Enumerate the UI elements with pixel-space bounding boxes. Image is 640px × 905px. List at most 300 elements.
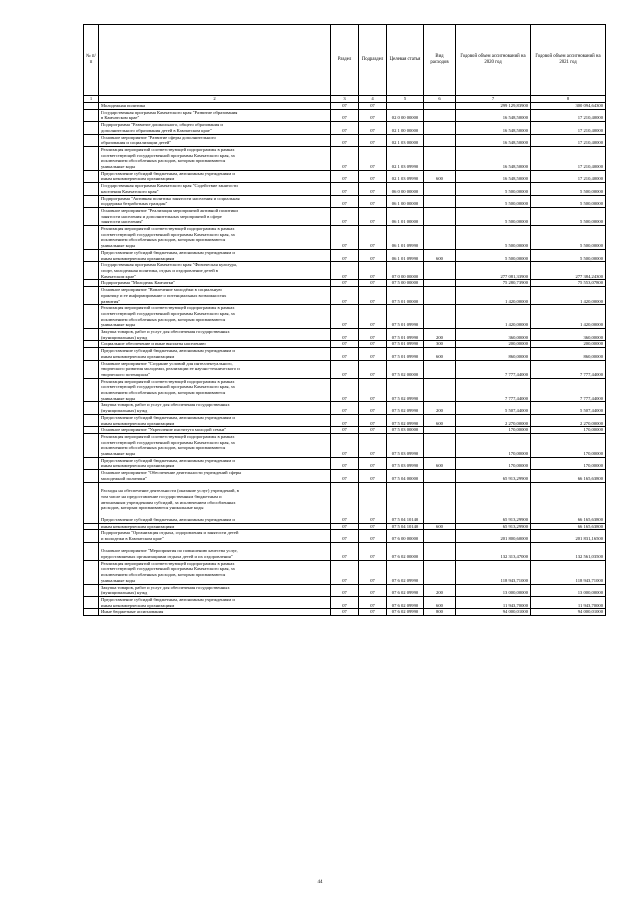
item-name-line: развития" [101,298,121,304]
amount-2020-cell: 1 420,00000 [456,305,531,329]
expense-type-cell [424,378,456,402]
table-row [84,341,606,348]
target-item-cell: 07 5 04 10140 [387,523,424,530]
item-name-line: (муниципальных) нужд [101,408,148,414]
target-item-cell: 07 6 02 09990 [387,596,424,608]
item-name-cell [99,122,331,134]
amount-2020-cell: 5 500,00000 [456,207,531,225]
subsection-cell: 07 [359,470,387,482]
target-item-cell: 07 5 03 00000 [387,427,424,434]
row-number-cell [84,433,99,457]
item-name-line: творческого развития молодежи, реализации ее научно-технического и [101,366,240,372]
row-number-cell [84,262,99,280]
target-item-cell: 07 5 01 00000 [387,287,424,305]
table-row [84,482,606,523]
section-cell: 07 [331,457,359,469]
amount-2020-cell: 170,00000 [456,433,531,457]
expense-type-cell [424,427,456,434]
amount-2021-cell: 5 500,00000 [531,207,606,225]
item-name-line: образования и социализации детей" [101,140,172,146]
expense-type-cell: 200 [424,584,456,596]
amount-2021-cell: 17 210,40000 [531,122,606,134]
item-name-line: Реализация мероприятий соответствующей подпрограммы в рамках [101,378,235,384]
amount-2021-cell: 5 507,44000 [531,402,606,414]
item-name-line: (муниципальных) нужд [101,334,148,340]
table-row [84,280,606,287]
section-cell: 07 [331,609,359,616]
item-name-cell [99,402,331,414]
section-cell: 07 [331,207,359,225]
item-name-line: Подпрограмма "Развитие дошкольного, общего образования и [101,122,223,128]
table-row [84,287,606,305]
expense-type-cell: 600 [424,523,456,530]
column-number: 8 [531,96,606,103]
item-name-line: и молодежи в Камчатском крае" [101,535,164,541]
item-name-line: Основное мероприятие "Вовлечение молодёжи в социальную [101,287,222,293]
item-name-cell [99,348,331,360]
item-name-cell [99,560,331,584]
header-subsection: Подраздел [359,25,387,96]
row-number-cell [84,329,99,341]
item-name-cell [99,523,331,530]
column-number: 4 [359,96,387,103]
section-cell: 07 [331,360,359,378]
amount-2021-cell: 75 553,07800 [531,280,606,287]
amount-2021-cell: 94 000,01000 [531,609,606,616]
amount-2021-cell: 5 500,00000 [531,183,606,195]
target-item-cell: 06 1 00 00000 [387,195,424,207]
header-no: № п/п [84,25,99,96]
amount-2020-cell: 16 548,50000 [456,109,531,121]
row-number-cell [84,109,99,121]
row-number-cell [84,287,99,305]
item-name-line: Основное мероприятие "Обеспечение деятельности учреждений сферы [101,470,242,476]
item-name-line: соответствующей государственной программы Камчатского края, за [101,439,235,445]
item-name-cell [99,433,331,457]
section-cell: 07 [331,427,359,434]
target-item-cell: 02 1 03 00000 [387,134,424,146]
row-number-cell [84,341,99,348]
amount-2021-cell: 17 210,40000 [531,170,606,182]
item-name-line: практику и ее информирование о потенциальных возможностях [101,292,227,298]
row-number-cell [84,305,99,329]
amount-2020-cell: 118 943,71000 [456,560,531,584]
section-cell: 07 [331,249,359,261]
item-name-line: уникальные коды [101,322,136,328]
section-cell: 07 [331,414,359,426]
expense-type-cell: 200 [424,329,456,341]
row-number-cell [84,542,99,560]
item-name-line: исключением обособленных расходов, которым присваиваются [101,390,226,396]
section-cell: 07 [331,348,359,360]
expense-type-cell [424,122,456,134]
expense-type-cell: 600 [424,170,456,182]
amount-2020-cell: 7 777,44000 [456,360,531,378]
amount-2020-cell: 299 129,83900 [456,103,531,110]
row-number-cell [84,183,99,195]
item-name-line: населения Камчатского края" [101,188,159,194]
item-name-line: (муниципальных) нужд [101,590,148,596]
expense-type-cell [424,226,456,250]
amount-2021-cell: 17 210,40000 [531,109,606,121]
subsection-cell: 07 [359,226,387,250]
expense-type-cell: 200 [424,402,456,414]
expense-type-cell [424,146,456,170]
section-cell: 07 [331,287,359,305]
amount-2021-cell: 200,00000 [531,341,606,348]
row-number-cell [84,103,99,110]
table-row [84,414,606,426]
item-name-cell [99,170,331,182]
subsection-cell: 07 [359,341,387,348]
item-name-cell [99,378,331,402]
target-item-cell: 07 6 02 00000 [387,542,424,560]
row-number-cell [84,378,99,402]
item-name-line: исключением обособленных расходов, которым присваиваются [101,316,226,322]
column-number: 3 [331,96,359,103]
subsection-cell: 07 [359,170,387,182]
amount-2020-cell: 201 800,60000 [456,530,531,542]
item-name-line: соответствующей государственной программы Камчатского края, за [101,384,235,390]
target-item-cell: 02 1 03 09990 [387,146,424,170]
expense-type-cell [424,542,456,560]
item-name-cell [99,249,331,261]
item-name-line: Камчатском крае" [101,273,137,279]
target-item-cell: 06 1 01 09990 [387,226,424,250]
amount-2020-cell: 65 913,29900 [456,482,531,523]
subsection-cell: 07 [359,103,387,110]
row-number-cell [84,122,99,134]
target-item-cell: 07 5 02 00000 [387,360,424,378]
target-item-cell: 02 0 00 00000 [387,109,424,121]
subsection-cell: 07 [359,262,387,280]
target-item-cell: 07 5 04 00000 [387,470,424,482]
amount-2021-cell: 1 420,00000 [531,287,606,305]
table-row [84,146,606,170]
amount-2021-cell: 170,00000 [531,433,606,457]
row-number-cell [84,146,99,170]
expense-type-cell [424,470,456,482]
item-name-line: занятости населения и дополнительных мероприятий в сфере [101,213,222,219]
item-name-line: Подпрограмма "Молодежь Камчатки" [101,280,176,286]
item-name-cell [99,262,331,280]
amount-2020-cell: 5 500,00000 [456,195,531,207]
table-row [84,542,606,560]
section-cell: 07 [331,470,359,482]
item-name-line: Государственная программа Камчатского края "Физическая культура, [101,262,238,268]
item-name-line: Реализация мероприятий соответствующей подпрограммы в рамках [101,305,235,311]
table-row [84,262,606,280]
row-number-cell [84,402,99,414]
row-number-cell [84,523,99,530]
item-name-line: Подпрограмма "Организация отдыха, оздоровления и занятости детей [101,530,239,536]
item-name-cell [99,596,331,608]
section-cell: 07 [331,530,359,542]
expense-type-cell [424,280,456,287]
amount-2020-cell: 11 943,70000 [456,596,531,608]
target-item-cell: 07 0 00 00000 [387,262,424,280]
table-row [84,560,606,584]
table-row [84,427,606,434]
amount-2020-cell: 13 000,00000 [456,584,531,596]
item-name-line: иным некоммерческим организациям [101,523,175,529]
item-name-line: Закупка товаров, работ и услуг для обеспечения государственных [101,402,230,408]
table-row [84,170,606,182]
item-name-line: Реализация мероприятий соответствующей подпрограммы в рамках [101,226,235,232]
subsection-cell: 07 [359,560,387,584]
item-name-line: Предоставление субсидий бюджетным, автономным учреждениям и [101,348,235,354]
amount-2020-cell: 16 548,50000 [456,146,531,170]
section-cell: 07 [331,226,359,250]
row-number-cell [84,427,99,434]
section-cell: 07 [331,109,359,121]
table-row [84,596,606,608]
row-number-cell [84,348,99,360]
subsection-cell: 07 [359,482,387,523]
item-name-cell [99,414,331,426]
amount-2020-cell: 7 777,44000 [456,378,531,402]
target-item-cell: 06 0 00 00000 [387,183,424,195]
item-name-line: Предоставление субсидий бюджетным, автономным учреждениям и [101,170,235,176]
subsection-cell: 07 [359,329,387,341]
item-name-cell [99,195,331,207]
subsection-cell: 07 [359,523,387,530]
section-cell: 07 [331,560,359,584]
expense-type-cell [424,262,456,280]
expense-type-cell [424,103,456,110]
expense-type-cell [424,433,456,457]
subsection-cell: 07 [359,305,387,329]
item-name-cell [99,542,331,560]
amount-2020-cell: 200,00000 [456,341,531,348]
section-cell: 07 [331,170,359,182]
item-name-line: том числе на предоставление государственным бюджетным и [101,494,222,499]
item-name-line: Закупка товаров, работ и услуг для обеспечения государственных [101,329,230,335]
item-name-line: Предоставление субсидий бюджетным, автономным учреждениям и [101,249,235,255]
row-number-cell [84,360,99,378]
amount-2021-cell: 7 777,44000 [531,360,606,378]
subsection-cell: 07 [359,584,387,596]
table-row [84,329,606,341]
subsection-cell: 07 [359,596,387,608]
table-row [84,402,606,414]
item-name-line: соответствующей государственной программы Камчатского края, за [101,310,235,316]
target-item-cell: 07 5 03 09990 [387,457,424,469]
item-name-cell [99,341,331,348]
subsection-cell: 07 [359,427,387,434]
row-number-cell [84,134,99,146]
section-cell: 07 [331,433,359,457]
column-number: 5 [387,96,424,103]
target-item-cell: 02 1 03 09990 [387,170,424,182]
target-item-cell: 07 5 00 00000 [387,280,424,287]
target-item-cell: 07 5 01 09990 [387,305,424,329]
section-cell: 07 [331,542,359,560]
subsection-cell: 07 [359,457,387,469]
amount-2020-cell: 5 507,44000 [456,402,531,414]
subsection-cell: 07 [359,134,387,146]
item-name-cell [99,427,331,434]
row-number-cell [84,560,99,584]
item-name-line: соответствующей государственной программы Камчатского края, за [101,231,235,237]
item-name-cell [99,305,331,329]
header-target-item: Целевая статья [387,25,424,96]
subsection-cell: 07 [359,109,387,121]
item-name-line: Подпрограмма "Активная политика занятости населения и социальная [101,195,240,201]
item-name-line: Реализация мероприятий соответствующей подпрограммы в рамках [101,560,235,566]
target-item-cell: 07 5 02 09990 [387,402,424,414]
item-name-line: Основное мероприятие "Мероприятия по повышению качества услуг, [101,548,238,554]
amount-2021-cell: 17 210,40000 [531,146,606,170]
budget-table [83,24,606,616]
amount-2021-cell: 13 000,00000 [531,584,606,596]
expense-type-cell [424,360,456,378]
amount-2020-cell: 277 081,33900 [456,262,531,280]
target-item-cell: 07 6 02 09990 [387,609,424,616]
amount-2020-cell: 2 270,00000 [456,414,531,426]
item-name-line: уникальные коды [101,243,136,249]
expense-type-cell: 800 [424,609,456,616]
subsection-cell: 07 [359,433,387,457]
row-number-cell [84,530,99,542]
item-name-line: Предоставление субсидий бюджетным, автономным учреждениям и [101,457,235,463]
row-number-cell [84,584,99,596]
amount-2021-cell: 5 500,00000 [531,195,606,207]
item-name-line: расходов, которым присваиваются уникальные коды [101,505,204,511]
section-cell: 07 [331,523,359,530]
amount-2021-cell: 66 165,63800 [531,470,606,482]
header-name [99,25,331,96]
amount-2020-cell: 16 548,50000 [456,170,531,182]
row-number-cell [84,414,99,426]
amount-2021-cell: 66 165,63800 [531,482,606,523]
subsection-cell: 07 [359,195,387,207]
item-name-line: уникальные коды [101,164,136,170]
item-name-line: молодежной политики" [101,475,147,481]
item-name-cell [99,146,331,170]
subsection-cell: 07 [359,378,387,402]
item-name-line: Основное мероприятие "Реализация мероприятий активной политики [101,207,238,213]
subsection-cell: 07 [359,348,387,360]
item-name-cell [99,134,331,146]
amount-2020-cell: 860,00000 [456,348,531,360]
expense-type-cell [424,183,456,195]
expense-type-cell [424,134,456,146]
expense-type-cell [424,287,456,305]
target-item-cell: 07 5 03 09990 [387,433,424,457]
row-number-cell [84,470,99,482]
subsection-cell: 07 [359,146,387,170]
amount-2021-cell: 2 270,00000 [531,414,606,426]
expense-type-cell: 600 [424,348,456,360]
amount-2021-cell: 277 384,24300 [531,262,606,280]
item-name-line: иным некоммерческим организациям [101,353,175,359]
amount-2021-cell: 66 165,63800 [531,523,606,530]
table-row [84,249,606,261]
subsection-cell: 07 [359,402,387,414]
section-cell: 07 [331,482,359,523]
row-number-cell [84,482,99,523]
expense-type-cell: 300 [424,341,456,348]
item-name-line: иным некоммерческим организациям [101,255,175,261]
item-name-cell [99,470,331,482]
row-number-cell [84,457,99,469]
row-number-cell [84,226,99,250]
target-item-cell [387,103,424,110]
target-item-cell: 07 5 02 09990 [387,414,424,426]
item-name-cell [99,457,331,469]
table-row [84,103,606,110]
section-cell: 07 [331,146,359,170]
item-name-line: исключением обособленных расходов, которым присваиваются [101,158,226,164]
page-number: 44 [317,880,323,885]
item-name-line: Государственная программа Камчатского края "Развитие образования [101,109,238,115]
amount-2020-cell: 5 500,00000 [456,249,531,261]
item-name-line: уникальные коды [101,577,136,583]
expense-type-cell [424,109,456,121]
item-name-cell [99,584,331,596]
row-number-cell [84,280,99,287]
table-row [84,530,606,542]
amount-2021-cell: 170,00000 [531,457,606,469]
target-item-cell: 07 5 01 09990 [387,341,424,348]
section-cell: 07 [331,402,359,414]
subsection-cell: 07 [359,207,387,225]
target-item-cell: 07 6 00 00000 [387,530,424,542]
item-name-line: исключением обособленных расходов, которым присваиваются [101,237,226,243]
item-name-line: соответствующей государственной программы Камчатского края, за [101,152,235,158]
item-name-line: автономным учреждениям субсидий, за исключением обособленных [101,499,236,505]
expense-type-cell: 600 [424,249,456,261]
section-cell: 07 [331,596,359,608]
item-name-line: Предоставление субсидий бюджетным, автономным учреждениям и [101,414,235,420]
table-row [84,305,606,329]
amount-2020-cell: 360,00000 [456,329,531,341]
amount-2021-cell: 11 943,70000 [531,596,606,608]
row-number-cell [84,170,99,182]
section-cell: 07 [331,341,359,348]
table-row [84,584,606,596]
amount-2020-cell: 75 280,73900 [456,280,531,287]
item-name-line: Закупка товаров, работ и услуг для обеспечения государственных [101,584,230,590]
item-name-line: уникальные коды [101,395,136,401]
item-name-line: иным некоммерческим организациям [101,463,175,469]
amount-2021-cell: 5 500,00000 [531,249,606,261]
section-cell: 07 [331,183,359,195]
subsection-cell: 07 [359,122,387,134]
table-row [84,183,606,195]
section-cell: 07 [331,378,359,402]
item-name-cell [99,226,331,250]
row-number-cell [84,609,99,616]
amount-2020-cell: 132 313,47000 [456,542,531,560]
target-item-cell: 02 1 00 00000 [387,122,424,134]
item-name-line: Расходы на обеспечение деятельности (оказание услуг) учреждений, в [101,488,239,494]
target-item-cell: 07 6 02 09990 [387,560,424,584]
item-name-cell [99,329,331,341]
table-row [84,348,606,360]
item-name-line: спорт, молодежная политика, отдых и оздоровление детей в [101,267,218,273]
amount-2021-cell: 170,00000 [531,427,606,434]
expense-type-cell [424,482,456,523]
target-item-cell: 07 5 01 09990 [387,348,424,360]
amount-2021-cell: 360,00000 [531,329,606,341]
expense-type-cell: 600 [424,414,456,426]
item-name-line: в Камчатском крае" [101,115,140,121]
subsection-cell: 07 [359,287,387,305]
subsection-cell: 07 [359,280,387,287]
item-name-line: поддержка безработных граждан" [101,201,168,207]
